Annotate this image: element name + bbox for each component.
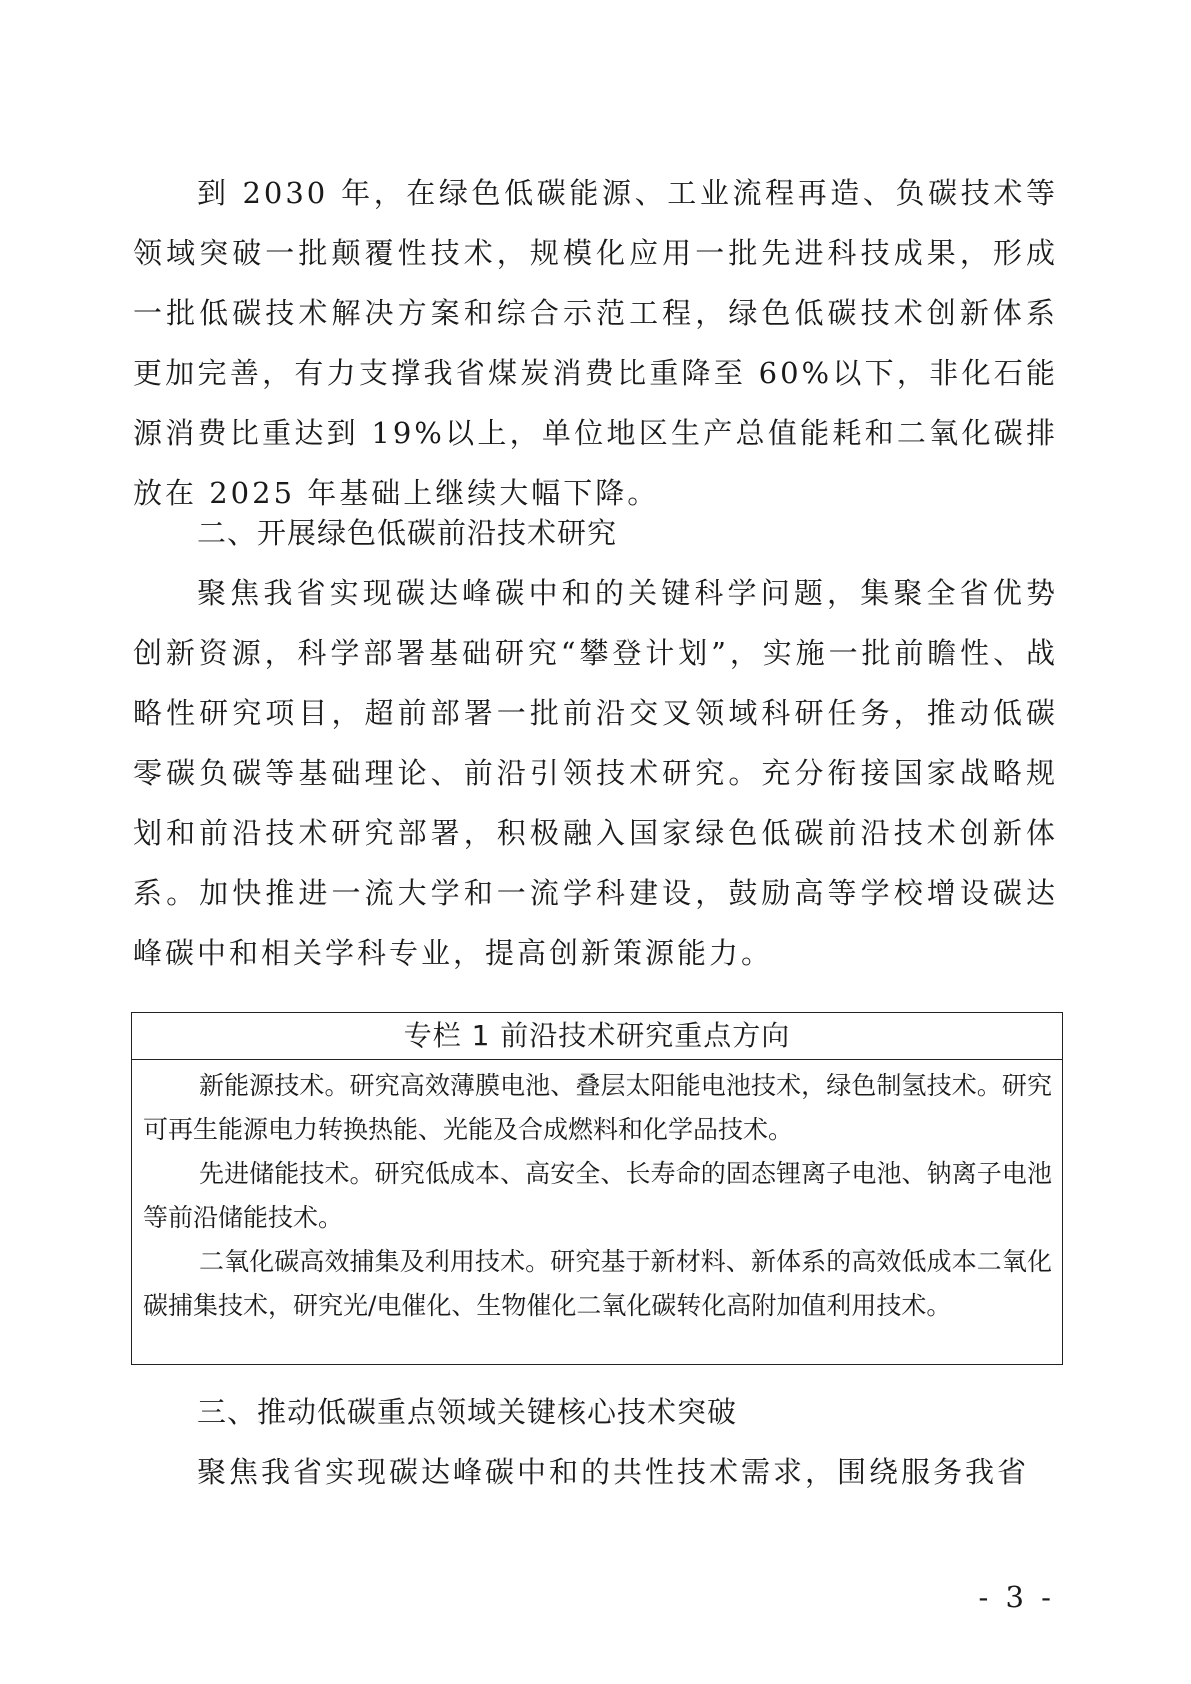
- paragraph-targets-2030: 到 2030 年，在绿色低碳能源、工业流程再造、负碳技术等领域突破一批颠覆性技术，规模化应用一批先进科技成果，形成一批低碳技术解决方案和综合示范工程，绿色低碳技术创新体系更加完善，有力支撑我省煤炭消费比重降至 60%以下，非化石能源消费比重达到 19%以上，单位地区生产总值能耗和二氧化碳排放在 2025 年基础上继续大幅下降。: [133, 176, 1058, 510]
- column-box-body: [132, 1060, 1062, 1328]
- column-item-lead: 新能源技术。: [199, 1071, 350, 1100]
- paragraph-key-technologies: 聚焦我省实现碳达峰碳中和的共性技术需求，围绕服务我省: [197, 1455, 1030, 1489]
- column-item-new-energy: [143, 1064, 1052, 1152]
- page-number: - 3 -: [978, 1580, 1055, 1614]
- section-heading-3: 三、推动低碳重点领域关键核心技术突破: [197, 1395, 738, 1429]
- column-item-text: 研究高效薄膜电池、叠层太阳能电池技术，绿色制氢技术。研究可再生能源电力转换热能、光能及合成燃料和化学品技术。: [143, 1071, 1052, 1144]
- column-box-title: 专栏 1 前沿技术研究重点方向: [132, 1013, 1062, 1060]
- column-item-lead: 先进储能技术。: [199, 1159, 375, 1188]
- column-item-energy-storage: [143, 1152, 1052, 1240]
- paragraph-frontier-research: 聚焦我省实现碳达峰碳中和的关键科学问题，集聚全省优势创新资源，科学部署基础研究“攀登计划”，实施一批前瞻性、战略性研究项目，超前部署一批前沿交叉领域科研任务，推动低碳零碳负碳等基础理论、前沿引领技术研究。充分衔接国家战略规划和前沿技术研究部署，积极融入国家绿色低碳前沿技术创新体系。加快推进一流大学和一流学科建设，鼓励高等学校增设碳达峰碳中和相关学科专业，提高创新策源能力。: [133, 576, 1058, 970]
- column-item-lead: 二氧化碳高效捕集及利用技术。: [199, 1247, 551, 1276]
- column-box-1: [131, 1012, 1063, 1365]
- section-heading-2: 二、开展绿色低碳前沿技术研究: [197, 516, 618, 550]
- column-item-text: 研究基于新材料、新体系的高效低成本二氧化碳捕集技术，研究光/电催化、生物催化二氧化碳转化高附加值利用技术。: [143, 1247, 1052, 1320]
- column-item-text: 研究低成本、高安全、长寿命的固态锂离子电池、钠离子电池等前沿储能技术。: [143, 1159, 1052, 1232]
- column-item-carbon-capture: [143, 1240, 1052, 1328]
